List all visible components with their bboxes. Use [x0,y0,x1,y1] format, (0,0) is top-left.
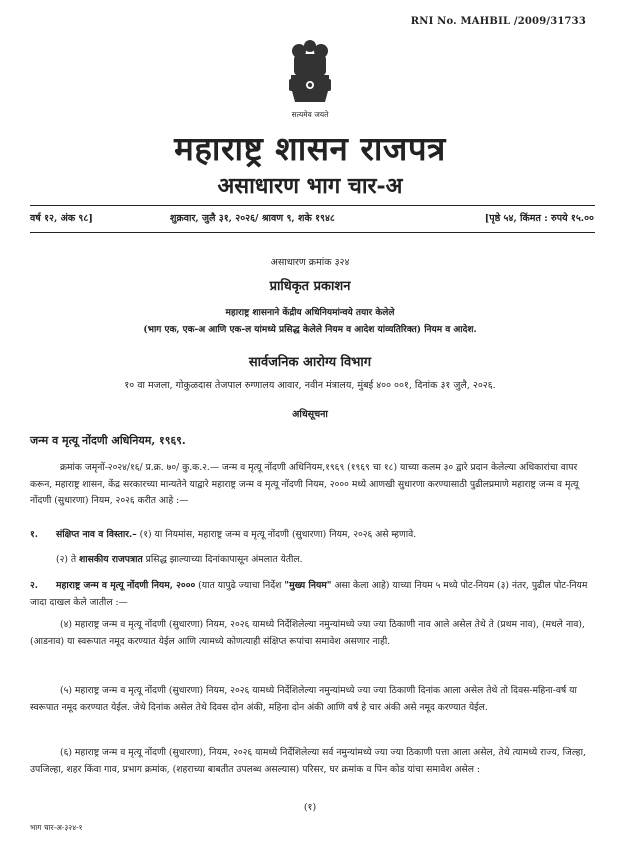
section-1-heading: संक्षिप्त नाव व विस्तार.– [56,529,137,540]
section-1-number: १. [30,529,38,540]
act-title: जन्म व मृत्यू नोंदणी अधिनियम, १९६९. [30,434,186,447]
section-1 [30,527,592,544]
footer-code: भाग चार-अ-३२४-१ [30,823,83,832]
sub-rule-4: (४) महाराष्ट्र जन्म व मृत्यू नोंदणी (सुधारणा) नियम, २०२६ यामध्ये निर्देशिलेल्या नमुन्यांमध्ये ज्या ज्या ठिकाणी नाव आले असेल तेथे ते (प्रथम नाव), (मधले नाव), (आडनाव) या स्वरूपात नमूद करण्यात येईल आणि त्यामध्ये कोणत्याही संक्षिप्त रूपांचा समावेश असणार नाही. [30,619,585,647]
central-act-line-2: (भाग एक, एक-अ आणि एक-ल यांमध्ये प्रसिद्ध केलेले नियम व आदेश यांव्यतिरिक्त) नियम व आदेश. [143,325,477,335]
central-act-line-1: महाराष्ट्र शासनाने केंद्रीय अधिनियमांन्वये तयार केलेले [225,308,395,318]
section-2 [30,578,592,611]
section-2-number: २. [30,580,38,591]
issue-date: शुक्रवार, जुलै ३१, २०२६/ श्रावण ९, शके १९४८ [170,213,335,224]
emblem-motto: सत्यमेव जयते [291,110,329,119]
department-address: १० वा मजला, गोकुळदास तेजपाल रुग्णालय आवार, नवीन मंत्रालय, मुंबई ४०० ००१, दिनांक ३१ जुलै, २०२६. [124,380,496,391]
section-2-post: असा केला आहे) याच्या नियम ५ मध्ये पोट-नियम (३) नंतर, पुढील पोट-नियम जादा दाखल केले जातील :— [30,580,588,608]
rni-number: RNI No. MAHBIL /2009/31733 [410,16,586,27]
sub-rule-5: (५) महाराष्ट्र जन्म व मृत्यू नोंदणी (सुधारणा) नियम, २०२६ यामध्ये निर्देशिलेल्या नमुन्यांमध्ये ज्या ज्या ठिकाणी दिनांक आला असेल तेथे तो दिवस-महिना-वर्ष या स्वरूपात नमूद करण्यात येईल. जेथे दिनांक असेल तेथे दिवस दोन अंकी, महिना दोन अंकी आणि वर्ष हे चार अंकी असे नमूद करण्यात येईल. [30,685,577,713]
top-divider [30,205,595,206]
department-name: सार्वजनिक आरोग्य विभाग [248,355,372,370]
pages-price: [पृष्ठे ५४, किंमत : रुपये १५.०० [484,213,594,224]
ashoka-emblem-icon [282,38,338,112]
bottom-divider [30,232,595,233]
gazette-subtitle: असाधारण भाग चार-अ [217,173,403,199]
section-2-bold: "मुख्य नियम" [284,580,332,591]
section-1-sub-2-bold: शासकीय राजपत्रात [79,554,143,565]
section-2-mid: (यात यापुढे ज्याचा निर्देश [195,580,285,591]
volume-number: वर्ष १२, अंक ९८] [30,213,93,224]
section-1-sub-2-pre: (२) ते [56,554,80,565]
preamble-paragraph: क्रमांक जमृनों-२०२४/१६/ प्र.क्र. ७०/ कु.क.२.— जन्म व मृत्यू नोंदणी अधिनियम,१९६९ (१९६९ चा १८) याच्या कलम ३० द्वारे प्रदान केलेल्या अधिकारांचा वापर करून, महाराष्ट्र शासन, केंद्र सरकारच्या मान्यतेने याद्वारे महाराष्ट्र जन्म व मृत्यू नोंदणी नियम, २००० मध्ये आणखी सुधारणा करण्यासाठी पुढीलप्रमाणे महाराष्ट्र जन्म व मृत्यू नोंदणी (सुधारणा) नियम, २०२६ करीत आहे :— [30,462,579,506]
section-1-sub-2 [30,552,592,569]
extraordinary-number: असाधारण क्रमांक ३२४ [270,257,350,268]
section-2-heading: महाराष्ट्र जन्म व मृत्यू नोंदणी नियम, २००० [56,580,196,591]
authorised-publication: प्राधिकृत प्रकाशन [269,279,351,294]
section-1-text: (१) या नियमांस, महाराष्ट्र जन्म व मृत्यू नोंदणी (सुधारणा) नियम, २०२६ असे म्हणावे. [136,529,417,540]
notification-heading: अधिसूचना [292,409,328,420]
page-number: (१) [303,802,317,813]
gazette-title: महाराष्ट्र शासन राजपत्र [174,129,446,168]
section-1-sub-2-post: प्रसिद्ध झाल्याच्या दिनांकापासून अंमलात येतील. [142,554,303,565]
sub-rule-6: (६) महाराष्ट्र जन्म व मृत्यू नोंदणी (सुधारणा), नियम, २०२६ यामध्ये निर्देशिलेल्या सर्व नमुन्यांमध्ये ज्या ज्या ठिकाणी पत्ता आला असेल, तेथे त्यामध्ये राज्य, जिल्हा, उपजिल्हा, शहर किंवा गाव, प्रभाग क्रमांक, (शहराच्या बाबतीत उपलब्ध असल्यास) परिसर, घर क्रमांक व पिन कोड यांचा समावेश असेल : [30,747,586,775]
